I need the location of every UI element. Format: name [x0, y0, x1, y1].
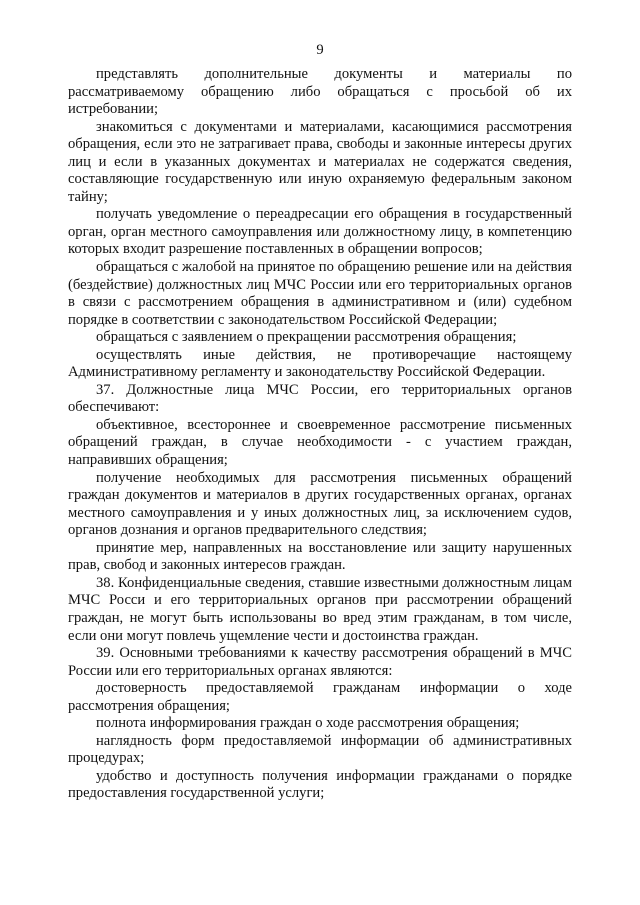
page-number: 9	[316, 42, 324, 58]
paragraph: объективное, всестороннее и своевременное рассмотрение письменных обращений граждан, в случае необходимости - с участием граждан, направивших обращения;	[68, 416, 572, 469]
paragraph: знакомиться с документами и материалами, касающимися рассмотрения обращения, если это не затрагивает права, свободы и законные интересы других лиц и если в указанных документах и материалах не содержатся сведения, составляющие государственную или иную охраняемую федеральным законом тайну;	[68, 118, 572, 205]
paragraph: осуществлять иные действия, не противоречащие настоящему Административному регламенту и законодательству Российской Федерации.	[68, 346, 572, 381]
paragraph: удобство и доступность получения информации гражданами о порядке предоставления государственной услуги;	[68, 767, 572, 802]
paragraph: получение необходимых для рассмотрения письменных обращений граждан документов и материалов в других государственных органах, органах местного самоуправления и у иных должностных лиц, за исключением судов, органов дознания и органов предварительного следствия;	[68, 469, 572, 539]
paragraph: достоверность предоставляемой гражданам информации о ходе рассмотрения обращения;	[68, 680, 572, 714]
paragraph: 39. Основными требованиями к качеству рассмотрения обращений в МЧС России или его территориальных органах являются:	[68, 645, 572, 679]
paragraph: принятие мер, направленных на восстановление или защиту нарушенных прав, свобод и законных интересов граждан.	[68, 539, 572, 574]
paragraph: получать уведомление о переадресации его обращения в государственный орган, орган местного самоуправления или должностному лицу, в компетенцию которых входит разрешение поставленных в обращении вопросов;	[68, 206, 572, 258]
paragraph: полнота информирования граждан о ходе рассмотрения обращения;	[96, 715, 520, 732]
paragraph: обращаться с заявлением о прекращении рассмотрения обращения;	[96, 329, 517, 346]
paragraph: 37. Должностные лица МЧС России, его территориальных органов обеспечивают:	[68, 381, 572, 416]
paragraph: представлять дополнительные документы и материалы по рассматриваемому обращению либо обращаться с просьбой об их истребовании;	[68, 66, 572, 118]
paragraph: 38. Конфиденциальные сведения, ставшие известными должностным лицам МЧС Росси и его территориальных органов при рассмотрении обращений граждан, не могут быть использованы во вред этим гражданам, в том числе, если они могут повлечь ущемление чести и достоинства граждан.	[68, 574, 572, 644]
paragraph: обращаться с жалобой на принятое по обращению решение или на действия (бездействие) должностных лиц МЧС России или его территориальных органов в связи с рассмотрением обращения в административном и (или) судебном порядке в соответствии с законодательством Российской Федерации;	[68, 259, 572, 328]
document-body	[68, 66, 572, 803]
paragraph: наглядность форм предоставляемой информации об административных процедурах;	[68, 732, 572, 767]
